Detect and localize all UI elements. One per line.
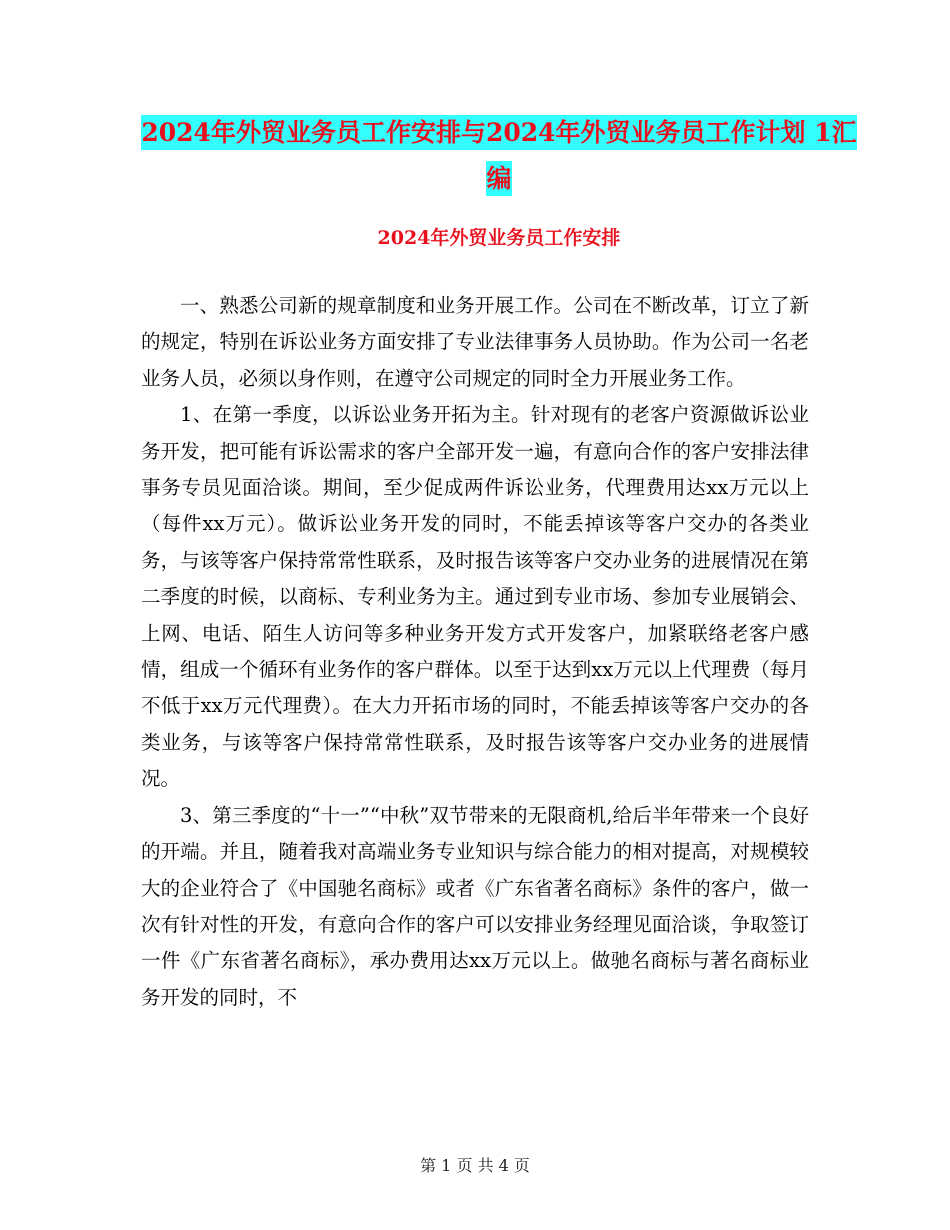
section-title: 2024年外贸业务员工作安排 — [377, 227, 621, 249]
document-body — [141, 288, 809, 1016]
paragraph-3: 3、第三季度的“十一”“中秋”双节带来的无限商机,给后半年带来一个良好的开端。并且，随着我对高端业务专业知识与综合能力的相对提高，对规模较大的企业符合了《中国驰名商标》或者《广东省著名商标》条件的客户，做一次有针对性的开发，有意向合作的客户可以安排业务经理见面洽谈，争取签订一件《广东省著名商标》，承办费用达xx万元以上。做驰名商标与著名商标业务开发的同时，不 — [141, 803, 809, 1009]
paragraph-1: 一、熟悉公司新的规章制度和业务开展工作。公司在不断改革，订立了新的规定，特别在诉讼业务方面安排了专业法律事务人员协助。作为公司一名老业务人员，必须以身作则，在遵守公司规定的同时全力开展业务工作。 — [141, 294, 809, 390]
page-footer: 第 1 页 共 4 页 — [420, 1156, 530, 1175]
document-title-highlight: 2024年外贸业务员工作安排与2024年外贸业务员工作计划 1汇编 — [141, 115, 856, 196]
document-title — [140, 110, 858, 202]
paragraph-2: 1、在第一季度，以诉讼业务开拓为主。针对现有的老客户资源做诉讼业务开发，把可能有诉讼需求的客户全部开发一遍，有意向合作的客户安排法律事务专员见面洽谈。期间，至少促成两件诉讼业务，代理费用达xx万元以上（每件xx万元）。做诉讼业务开发的同时，不能丢掉该等客户交办的各类业务，与该等客户保持常常性联系，及时报告该等客户交办业务的进展情况在第二季度的时候，以商标、专利业务为主。通过到专业市场、参加专业展销会、上网、电话、陌生人访问等多种业务开发方式开发客户，加紧联络老客户感情，组成一个循环有业务作的客户群体。以至于达到xx万元以上代理费（每月不低于xx万元代理费）。在大力开拓市场的同时，不能丢掉该等客户交办的各类业务，与该等客户保持常常性联系，及时报告该等客户交办业务的进展情况。 — [141, 403, 809, 791]
